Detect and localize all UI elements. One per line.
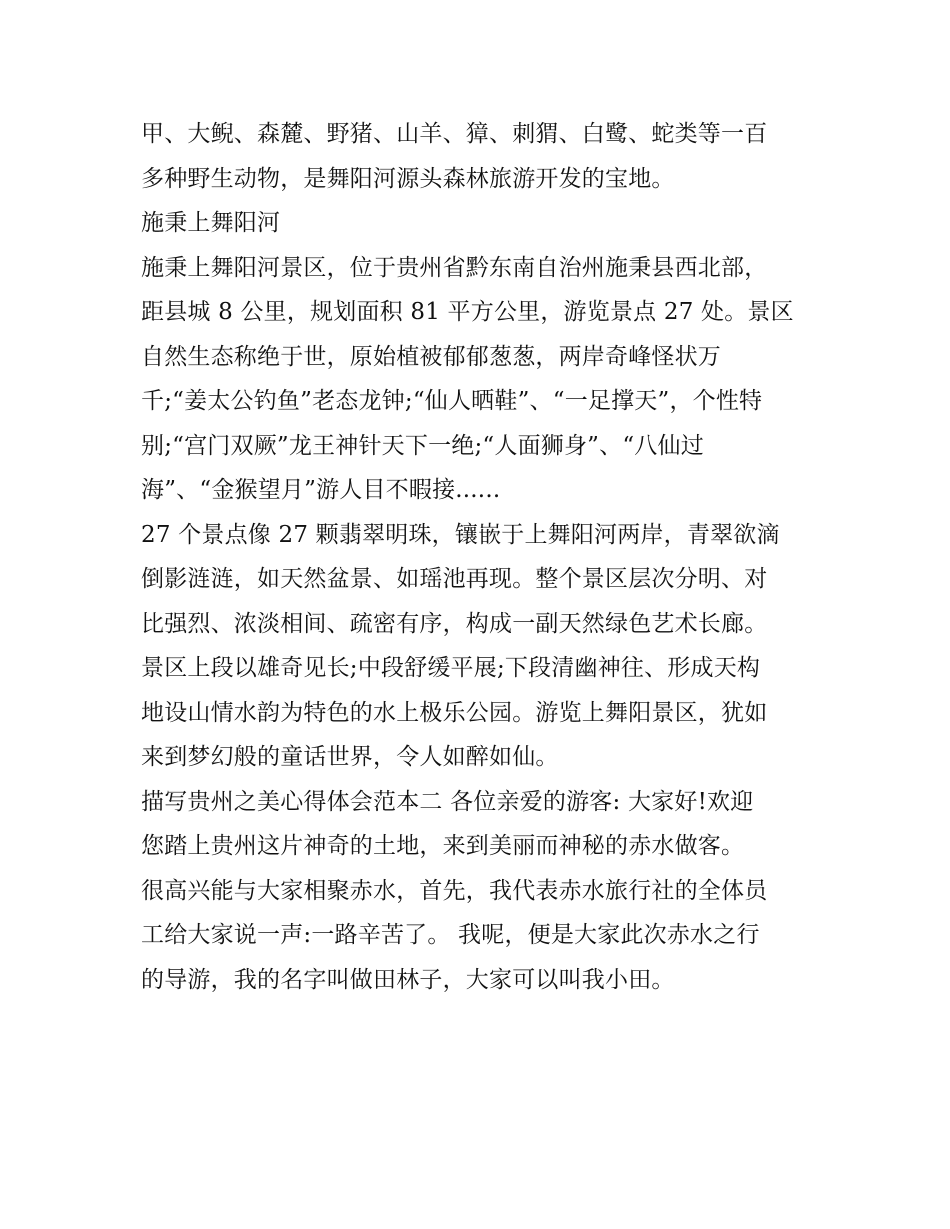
document-body xyxy=(141,112,821,1002)
text-line: 别;“宫门双厥”龙王神针天下一绝;“人面狮身”、“八仙过 xyxy=(141,432,704,459)
text-line: 描写贵州之美心得体会范本二 各位亲爱的游客: 大家好!欢迎 xyxy=(141,788,754,815)
text-line: 倒影涟涟，如天然盆景、如瑶池再现。整个景区层次分明、对 xyxy=(141,566,768,592)
text-line: 27 个景点像 27 颗翡翠明珠，镶嵌于上舞阳河两岸，青翠欲滴 xyxy=(141,521,780,548)
text-line: 距县城 8 公里，规划面积 81 平方公里，游览景点 27 处。景区 xyxy=(141,299,794,325)
text-line: 的导游，我的名字叫做田林子，大家可以叫我小田。 xyxy=(141,966,675,993)
text-line: 比强烈、浓淡相间、疏密有序，构成一副天然绿色艺术长廊。 xyxy=(141,610,768,637)
text-line: 很高兴能与大家相聚赤水，首先，我代表赤水旅行社的全体员 xyxy=(141,877,768,904)
text-line: 海”、“金猴望月”游人目不暇接...... xyxy=(141,477,501,503)
text-line: 工给大家说一声:一路辛苦了。 我呢，便是大家此次赤水之行 xyxy=(141,922,760,948)
text-line: 您踏上贵州这片神奇的土地，来到美丽而神秘的赤水做客。 xyxy=(141,833,745,859)
text-line: 施秉上舞阳河景区，位于贵州省黔东南自治州施秉县西北部， xyxy=(141,254,768,281)
text-line: 多种野生动物，是舞阳河源头森林旅游开发的宝地。 xyxy=(141,165,675,192)
text-line: 地设山情水韵为特色的水上极乐公园。游览上舞阳景区，犹如 xyxy=(141,699,768,726)
text-line: 来到梦幻般的童话世界，令人如醉如仙。 xyxy=(141,744,559,770)
text-line: 千;“姜太公钓鱼”老态龙钟;“仙人晒鞋”、“一足撑天”，个性特 xyxy=(141,388,763,414)
text-line: 自然生态称绝于世，原始植被郁郁葱葱，两岸奇峰怪状万 xyxy=(141,343,721,370)
text-line: 甲、大鲵、森麓、野猪、山羊、獐、刺猬、白鹭、蛇类等一百 xyxy=(141,121,768,147)
text-line: 景区上段以雄奇见长;中段舒缓平展;下段清幽神往、形成天构 xyxy=(141,655,761,681)
section-heading: 施秉上舞阳河 xyxy=(141,210,281,236)
